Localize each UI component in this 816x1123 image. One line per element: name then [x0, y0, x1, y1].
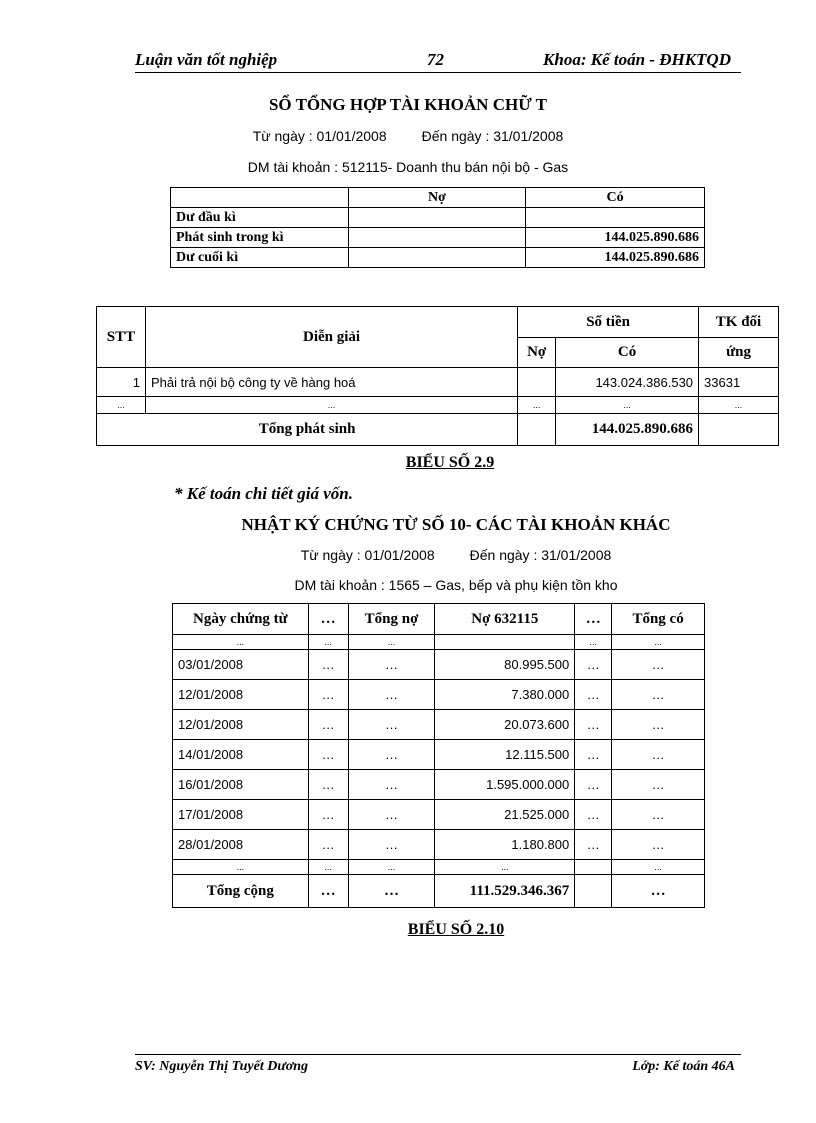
ellipsis-cell: ... [612, 635, 705, 650]
cell-debit: 20.073.600 [435, 710, 575, 740]
table-cell [348, 228, 526, 248]
cell-ellipsis: … [575, 740, 612, 770]
table-cell [435, 635, 575, 650]
ellipsis-cell: ... [173, 860, 309, 875]
ellipsis-cell: ... [575, 635, 612, 650]
ellipsis-cell: ... [556, 397, 699, 414]
cell-ellipsis: … [348, 710, 435, 740]
cell-ellipsis: … [308, 875, 348, 908]
header-amount: Số tiền [518, 307, 699, 338]
cell-ellipsis: … [575, 680, 612, 710]
cell-ellipsis: … [308, 650, 348, 680]
table-cell [575, 875, 612, 908]
row-label: Dư đầu kì [171, 208, 349, 228]
cell-date: 12/01/2008 [173, 710, 309, 740]
cell-ellipsis: … [575, 770, 612, 800]
header-faculty-label: Khoa: Kế toán - ĐHKTQD [543, 50, 731, 69]
cell-ellipsis: … [348, 800, 435, 830]
header-counter-account: TK đối [699, 307, 779, 338]
journal-account: DM tài khoản : 1565 – Gas, bếp và phụ kiện tồn kho [294, 577, 618, 593]
cell-ellipsis: … [308, 740, 348, 770]
cell-date: 16/01/2008 [173, 770, 309, 800]
cell-debit: 80.995.500 [435, 650, 575, 680]
cell-co: 143.024.386.530 [556, 368, 699, 397]
header-counter-account-2: ứng [699, 338, 779, 368]
header-co: Có [556, 338, 699, 368]
table-header-co: Có [526, 188, 705, 208]
ledger-date-range: Từ ngày : 01/01/2008 Đến ngày : 31/01/2008 [252, 128, 564, 144]
cell-ellipsis: … [308, 770, 348, 800]
table-header-no: Nợ [348, 188, 526, 208]
cell-debit: 21.525.000 [435, 800, 575, 830]
table-cell [526, 208, 705, 228]
header-total-credit: Tổng có [612, 604, 705, 635]
cell-ellipsis: … [348, 680, 435, 710]
total-debit: 111.529.346.367 [435, 875, 575, 908]
table-cell: 144.025.890.686 [526, 228, 705, 248]
cell-ellipsis: … [612, 740, 705, 770]
ledger-account: DM tài khoản : 512115- Doanh thu bán nội bộ - Gas [247, 159, 569, 175]
table-row [97, 307, 779, 338]
total-co: 144.025.890.686 [556, 414, 699, 446]
table-cell [518, 414, 556, 446]
ledger-title: SỔ TỔNG HỢP TÀI KHOẢN CHỮ T [268, 95, 548, 114]
table-cell [171, 188, 349, 208]
table-cell [348, 208, 526, 228]
table-cell: 144.025.890.686 [526, 248, 705, 268]
table-row [97, 414, 779, 446]
ellipsis-cell: ... [97, 397, 146, 414]
table-row [173, 650, 705, 680]
cell-debit: 7.380.000 [435, 680, 575, 710]
cell-ellipsis: … [612, 680, 705, 710]
cell-date: 12/01/2008 [173, 680, 309, 710]
cell-ellipsis: … [308, 680, 348, 710]
cell-ellipsis: … [612, 830, 705, 860]
page-footer [135, 1054, 741, 1077]
cell-no [518, 368, 556, 397]
header-voucher-date: Ngày chứng từ [173, 604, 309, 635]
cell-ellipsis: … [612, 875, 705, 908]
ellipsis-cell: ... [435, 860, 575, 875]
cell-ellipsis: … [348, 830, 435, 860]
journal-title: NHẬT KÝ CHỨNG TỪ SỐ 10- CÁC TÀI KHOẢN KHÁC [241, 515, 671, 534]
cell-stt: 1 [97, 368, 146, 397]
section-heading: * Kế toán chi tiết giá vốn. [174, 484, 353, 503]
cell-date: 14/01/2008 [173, 740, 309, 770]
cell-ellipsis: … [612, 710, 705, 740]
ellipsis-cell: ... [348, 860, 435, 875]
total-label: Tổng phát sinh [97, 414, 518, 446]
table-cell [348, 248, 526, 268]
page-header [135, 48, 741, 73]
table-row [173, 770, 705, 800]
cell-ellipsis: … [612, 770, 705, 800]
table-row [97, 368, 779, 397]
cell-ellipsis: … [308, 710, 348, 740]
table-cell [575, 860, 612, 875]
cell-ellipsis: … [308, 800, 348, 830]
caption-2-9: BIỂU SỐ 2.9 [405, 454, 495, 471]
header-debit-632115: Nợ 632115 [435, 604, 575, 635]
cell-ellipsis: … [575, 830, 612, 860]
row-label: Phát sinh trong kì [171, 228, 349, 248]
footer-class: Lớp: Kế toán 46A [632, 1059, 735, 1074]
total-label: Tổng cộng [173, 875, 309, 908]
cell-date: 03/01/2008 [173, 650, 309, 680]
ellipsis-cell: ... [348, 635, 435, 650]
cell-ellipsis: … [348, 650, 435, 680]
table-row [171, 228, 705, 248]
header-ellipsis: … [575, 604, 612, 635]
cell-counter-account: 33631 [699, 368, 779, 397]
header-no: Nợ [518, 338, 556, 368]
cell-ellipsis: … [575, 650, 612, 680]
cell-date: 17/01/2008 [173, 800, 309, 830]
cell-date: 28/01/2008 [173, 830, 309, 860]
ellipsis-cell: ... [145, 397, 517, 414]
cell-ellipsis: … [575, 800, 612, 830]
header-description: Diễn giải [145, 307, 517, 368]
ellipsis-cell: ... [699, 397, 779, 414]
table-row [173, 740, 705, 770]
table-row [173, 830, 705, 860]
ellipsis-cell: ... [173, 635, 309, 650]
cell-ellipsis: … [348, 740, 435, 770]
header-thesis-label: Luận văn tốt nghiệp [135, 50, 278, 69]
table-row [97, 397, 779, 414]
table-row [171, 248, 705, 268]
table-row [171, 188, 705, 208]
cell-ellipsis: … [612, 800, 705, 830]
cell-ellipsis: … [348, 875, 435, 908]
ellipsis-cell: ... [308, 860, 348, 875]
header-stt: STT [97, 307, 146, 368]
journal-table [172, 603, 705, 908]
table-cell [699, 414, 779, 446]
cell-description: Phải trả nội bộ công ty về hàng hoá [145, 368, 517, 397]
page-number: 72 [427, 50, 444, 69]
cell-ellipsis: … [348, 770, 435, 800]
table-row [173, 710, 705, 740]
ellipsis-cell: ... [308, 635, 348, 650]
cell-ellipsis: … [575, 710, 612, 740]
table-row [173, 635, 705, 650]
table-row [173, 604, 705, 635]
caption-2-10: BIỂU SỐ 2.10 [407, 921, 505, 938]
row-label: Dư cuối kì [171, 248, 349, 268]
balance-table [170, 187, 705, 268]
header-ellipsis: … [308, 604, 348, 635]
cell-debit: 12.115.500 [435, 740, 575, 770]
table-row [173, 875, 705, 908]
cell-ellipsis: … [612, 650, 705, 680]
footer-student-name: SV: Nguyễn Thị Tuyết Dương [135, 1059, 309, 1074]
table-row [173, 860, 705, 875]
ellipsis-cell: ... [612, 860, 705, 875]
cell-debit: 1.180.800 [435, 830, 575, 860]
cell-debit: 1.595.000.000 [435, 770, 575, 800]
header-total-debit: Tổng nợ [348, 604, 435, 635]
table-row [173, 800, 705, 830]
table-row [171, 208, 705, 228]
cell-ellipsis: … [308, 830, 348, 860]
ellipsis-cell: ... [518, 397, 556, 414]
table-row [173, 680, 705, 710]
detail-table [96, 306, 779, 446]
journal-date-range: Từ ngày : 01/01/2008 Đến ngày : 31/01/2008 [300, 547, 612, 563]
